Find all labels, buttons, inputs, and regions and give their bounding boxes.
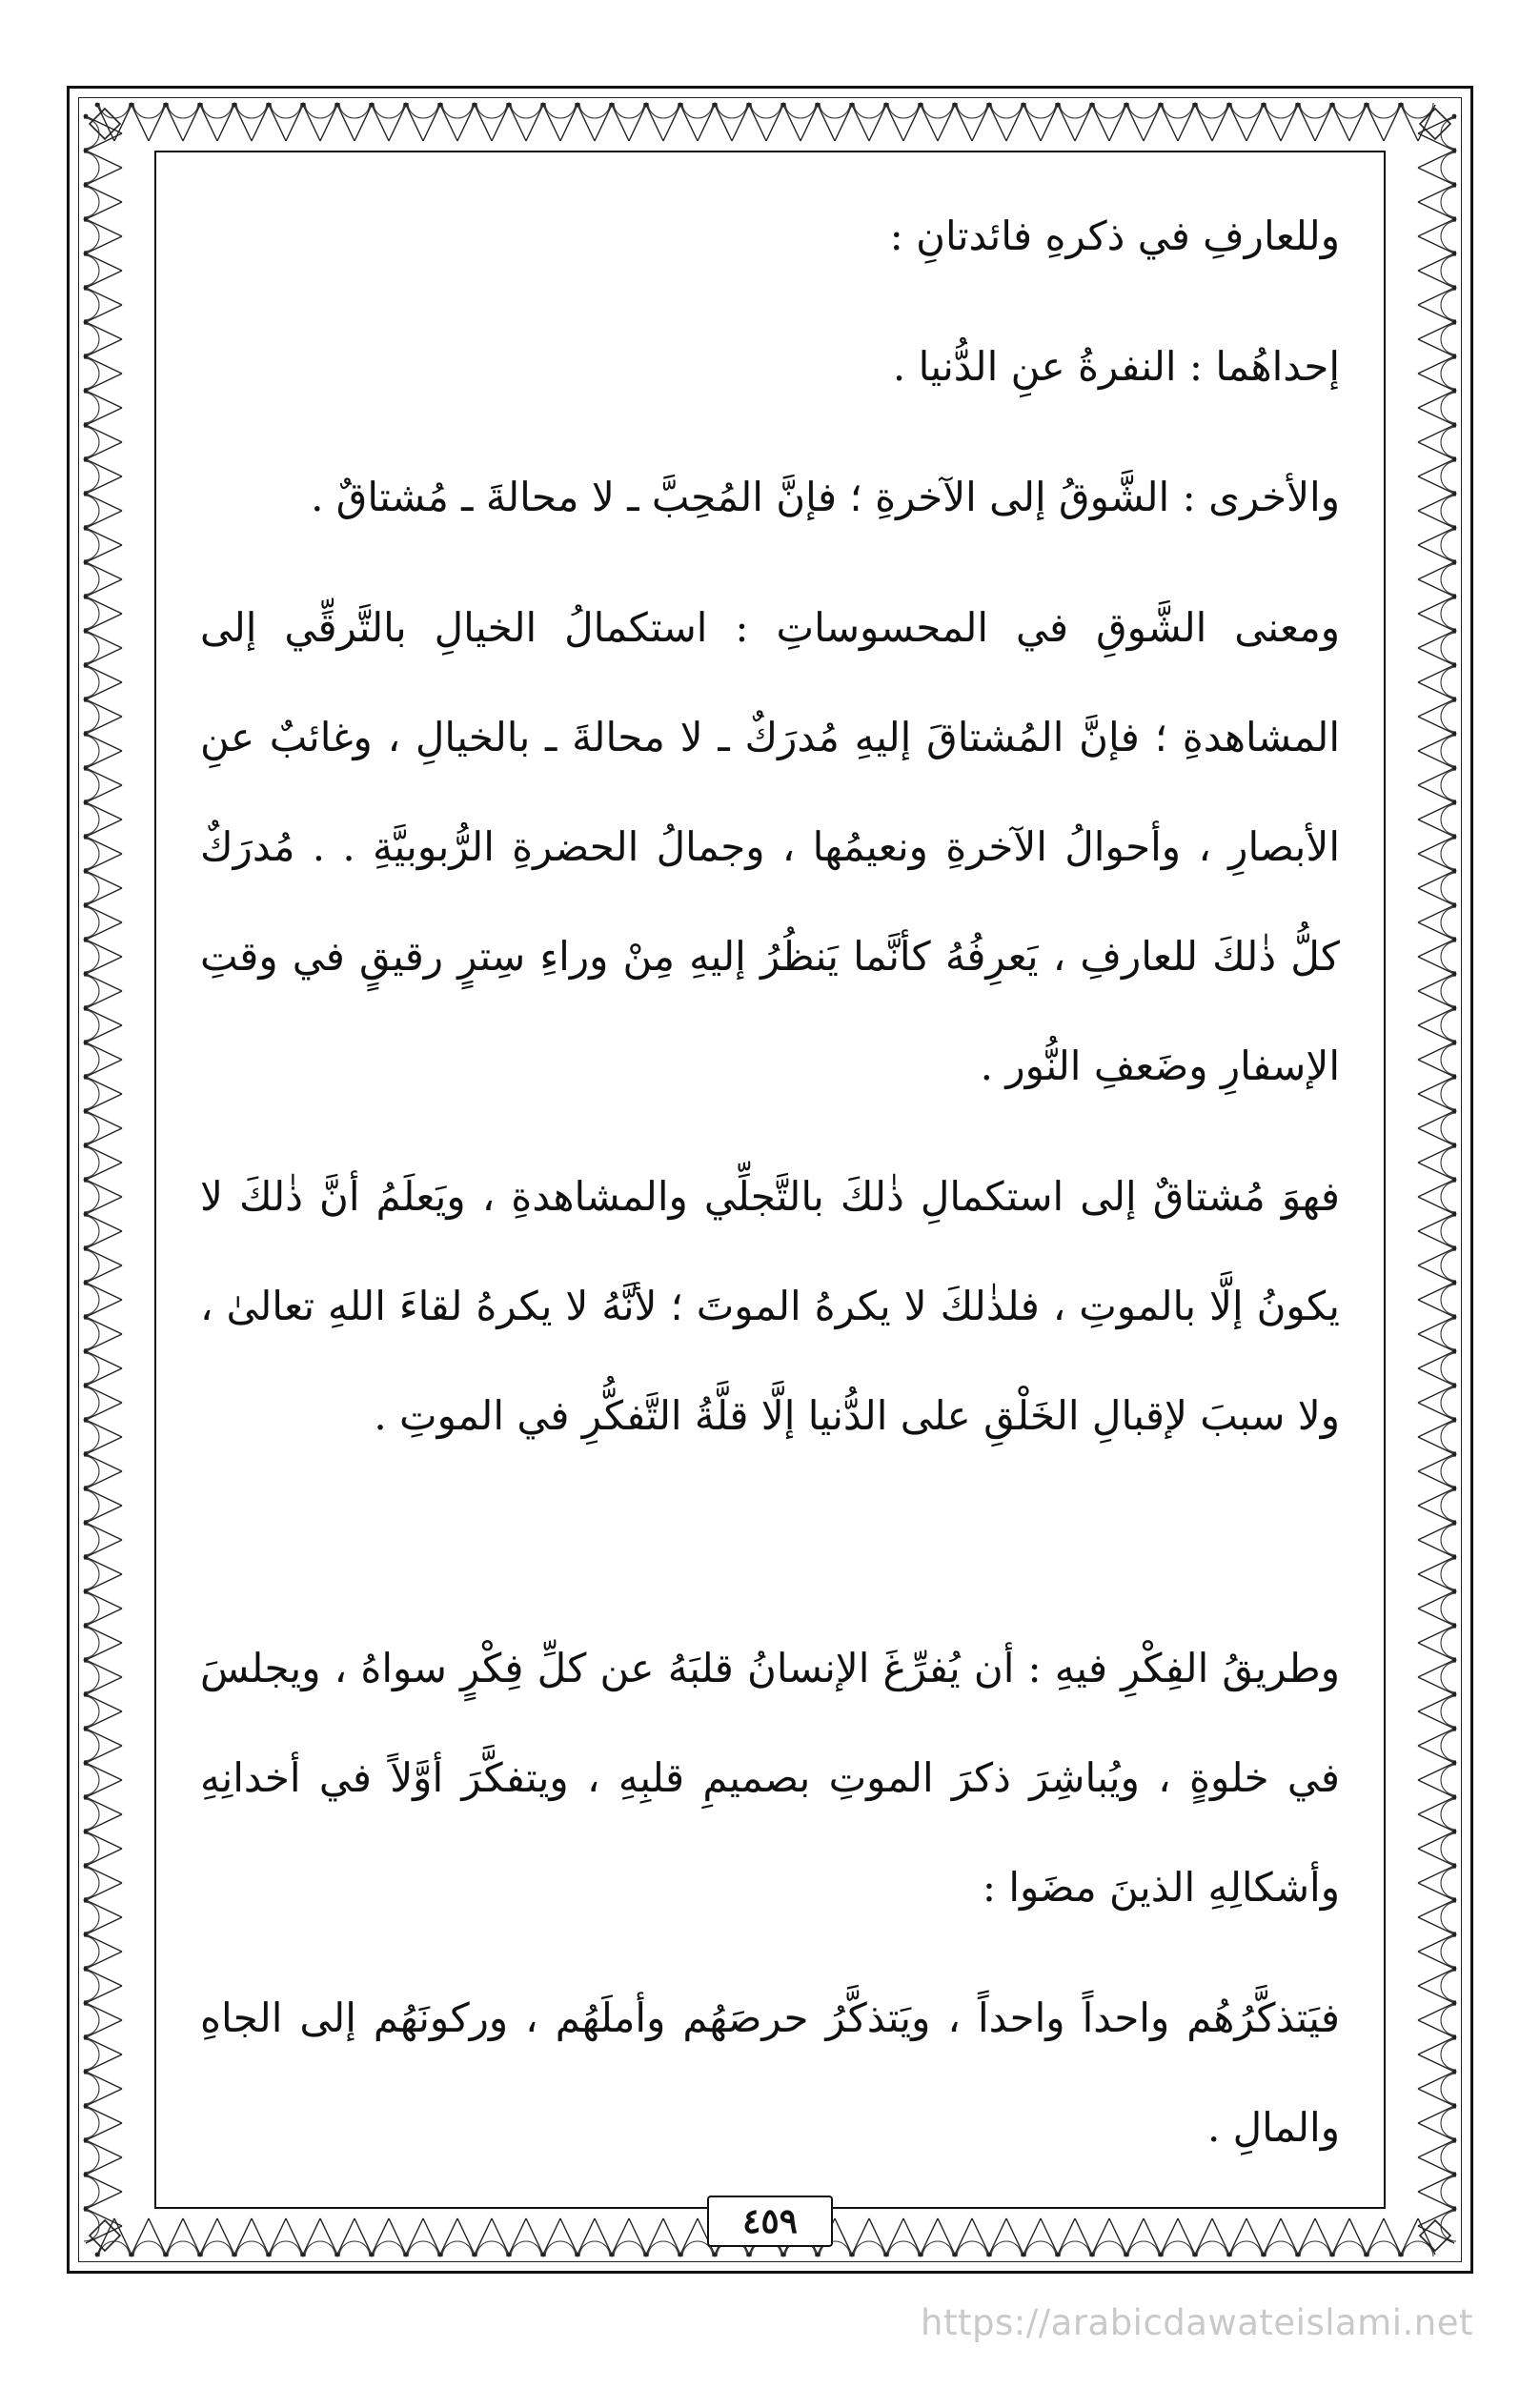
- paragraph-remembering-peers: فيَتذكَّرُهُم واحداً واحداً ، ويَتذكَّرُ حرصَهُم وأملَهُم ، وركونَهُم إلى الجاهِ والمالِ .: [200, 1994, 1340, 2151]
- paragraph-intro: وللعارفِ في ذكرهِ فائدتانِ :: [889, 212, 1340, 259]
- paragraph-meaning-of-longing: ومعنى الشَّوقِ في المحسوساتِ : استكمالُ الخيالِ بالتَّرقِّي إلى المشاهدةِ ؛ فإنَّ المُشتاقَ إليهِ مُدرَكٌ ـ لا محالةَ ـ بالخيالِ ، وغائبٌ عنِ الأبصارِ ، وأحوالُ الآخرةِ ونعيمُها ، وجمالُ الحضرةِ الرُّبوبيَّةِ . . مُدرَكٌ كلُّ ذٰلكَ للعارفِ ، يَعرِفُهُ كأنَّما يَنظُرُ إليهِ مِنْ وراءِ سِترٍ رقيقٍ في وقتِ الإسفارِ وضَعفِ النُّور .: [200, 604, 1340, 1089]
- watermark-url: https://arabicdawateislami.net: [921, 2302, 1473, 2343]
- page-number: ٤٥٩: [707, 2196, 833, 2247]
- page-body: [200, 181, 1340, 2182]
- paragraph-method-of-reflection: وطريقُ الفِكْرِ فيهِ : أن يُفرِّغَ الإنسانُ قلبَهُ عن كلِّ فِكْرٍ سواهُ ، ويجلسَ في خلوةٍ ، ويُباشِرَ ذكرَ الموتِ بصميمِ قلبِهِ ، ويتفكَّرَ أوَّلاً في أخدانِهِ وأشكالِهِ الذينَ مضَوا :: [200, 1645, 1340, 1911]
- paragraph-first-benefit: إحداهُما : النفرةُ عنِ الدُّنيا .: [892, 343, 1340, 390]
- paragraph-yearning-for-completion: فهوَ مُشتاقٌ إلى استكمالِ ذٰلكَ بالتَّجلِّي والمشاهدةِ ، ويَعلَمُ أنَّ ذٰلكَ لا يكونُ إلَّا بالموتِ ، فلذٰلكَ لا يكرهُ الموتَ ؛ لأنَّهُ لا يكرهُ لقاءَ اللهِ تعالىٰ ، ولا سببَ لإقبالِ الخَلْقِ على الدُّنيا إلَّا قلَّةُ التَّفكُّرِ في الموتِ .: [200, 1173, 1340, 1439]
- paragraph-second-benefit: والأخرى : الشَّوقُ إلى الآخرةِ ؛ فإنَّ المُحِبَّ ـ لا محالةَ ـ مُشتاقٌ .: [311, 474, 1340, 520]
